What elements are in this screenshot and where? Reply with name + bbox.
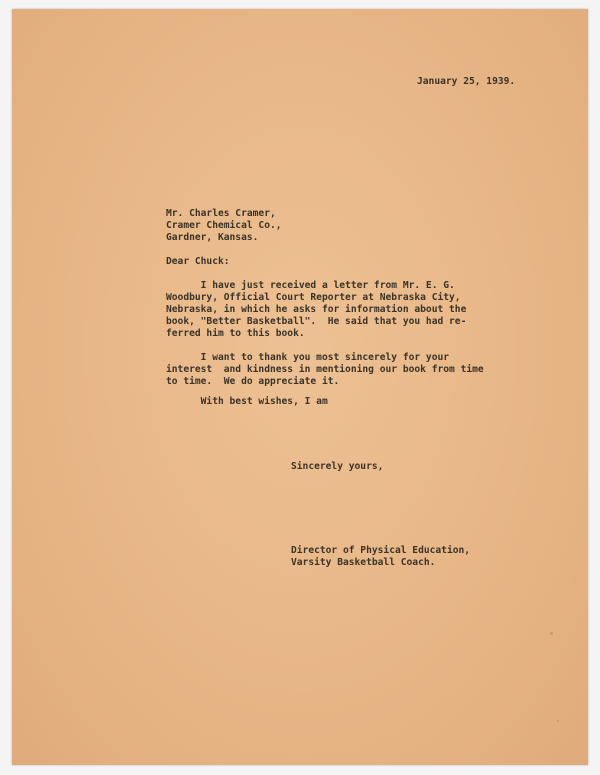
paragraph-line: I have just received a letter from Mr. E. G. [166,280,455,291]
signature-line: Varsity Basketball Coach. [291,557,436,568]
paragraph-line: I want to thank you most sincerely for your [166,352,450,363]
letter-page [12,9,588,765]
paragraph-line: Woodbury, Official Court Reporter at Nebraska City, [166,292,461,303]
paragraph-line: ferred him to this book. [166,328,305,339]
salutation: Dear Chuck: [166,256,230,267]
paper-speck [557,720,559,722]
complimentary-closing: Sincerely yours, [291,461,384,472]
paragraph-line: interest and kindness in mentioning our book from time [166,364,484,375]
signature-line: Director of Physical Education, [291,545,471,556]
letter-date: January 25, 1939. [417,76,516,87]
paper-speck [550,632,553,635]
paragraph-line: Nebraska, in which he asks for information about the [166,304,467,315]
paragraph-3: With best wishes, I am [166,396,328,407]
address-line: Gardner, Kansas. [166,232,259,243]
address-line: Mr. Charles Cramer, [166,208,276,219]
paragraph-line: to time. We do appreciate it. [166,376,340,387]
paragraph-line: book, "Better Basketball". He said that you had re- [166,316,467,327]
address-line: Cramer Chemical Co., [166,220,282,231]
